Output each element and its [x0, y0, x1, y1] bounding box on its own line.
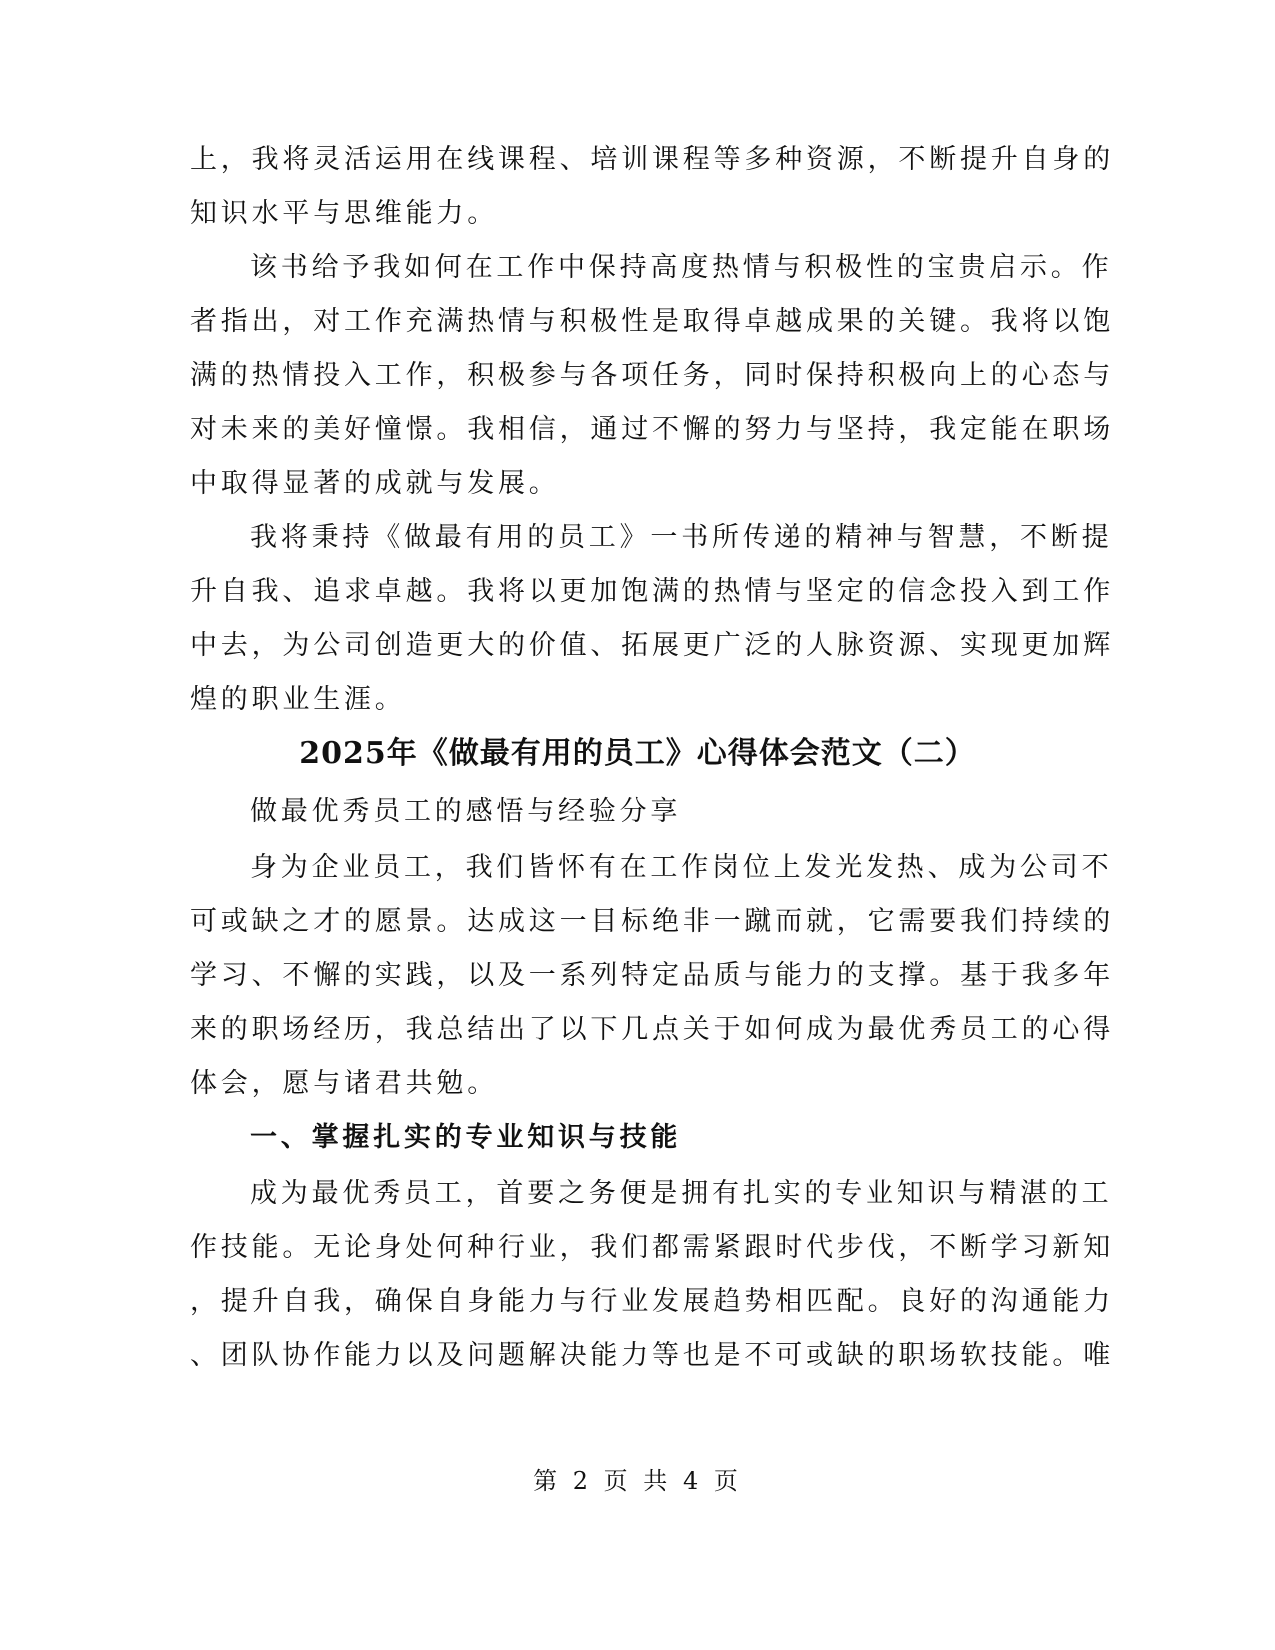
paragraph-intro-line-4: 来的职场经历，我总结出了以下几点关于如何成为最优秀员工的心得 [190, 1014, 1114, 1045]
section-title: 2025年《做最有用的员工》心得体会范文（二） [299, 736, 976, 771]
paragraph-intro-line-1: 身为企业员工，我们皆怀有在工作岗位上发光发热、成为公司不 [250, 852, 1113, 883]
paragraph-enthusiasm-line-1: 该书给予我如何在工作中保持高度热情与积极性的宝贵启示。作 [250, 252, 1113, 283]
paragraph-skills-line-3: ，提升自我，确保自身能力与行业发展趋势相匹配。良好的沟通能力 [190, 1286, 1114, 1317]
paragraph-enthusiasm-line-2: 者指出，对工作充满热情与积极性是取得卓越成果的关键。我将以饱 [190, 306, 1114, 337]
paragraph-continued-line-2: 知识水平与思维能力。 [190, 198, 498, 229]
paragraph-enthusiasm-line-4: 对未来的美好憧憬。我相信，通过不懈的努力与坚持，我定能在职场 [190, 414, 1114, 445]
paragraph-skills-line-2: 作技能。无论身处何种行业，我们都需紧跟时代步伐，不断学习新知 [190, 1232, 1114, 1263]
paragraph-commitment-line-2: 升自我、追求卓越。我将以更加饱满的热情与坚定的信念投入到工作 [190, 576, 1114, 607]
paragraph-intro-line-3: 学习、不懈的实践，以及一系列特定品质与能力的支撑。基于我多年 [190, 960, 1114, 991]
paragraph-enthusiasm-line-5: 中取得显著的成就与发展。 [190, 468, 560, 499]
paragraph-continued-line-1: 上，我将灵活运用在线课程、培训课程等多种资源，不断提升自身的 [190, 144, 1114, 175]
point-one-title: 一、掌握扎实的专业知识与技能 [250, 1122, 682, 1153]
paragraph-skills-line-4: 、团队协作能力以及问题解决能力等也是不可或缺的职场软技能。唯 [190, 1340, 1114, 1371]
paragraph-intro-line-2: 可或缺之才的愿景。达成这一目标绝非一蹴而就，它需要我们持续的 [190, 906, 1114, 937]
paragraph-commitment-line-1: 我将秉持《做最有用的员工》一书所传递的精神与智慧，不断提 [250, 522, 1113, 553]
paragraph-enthusiasm-line-3: 满的热情投入工作，积极参与各项任务，同时保持积极向上的心态与 [190, 360, 1114, 391]
paragraph-skills-line-1: 成为最优秀员工，首要之务便是拥有扎实的专业知识与精湛的工 [250, 1178, 1113, 1209]
subtitle: 做最优秀员工的感悟与经验分享 [250, 796, 682, 827]
paragraph-commitment-line-4: 煌的职业生涯。 [190, 684, 406, 715]
paragraph-commitment-line-3: 中去，为公司创造更大的价值、拓展更广泛的人脉资源、实现更加辉 [190, 630, 1114, 661]
paragraph-intro-line-5: 体会，愿与诸君共勉。 [190, 1068, 498, 1099]
page-number-footer: 第 2 页 共 4 页 [533, 1467, 742, 1495]
